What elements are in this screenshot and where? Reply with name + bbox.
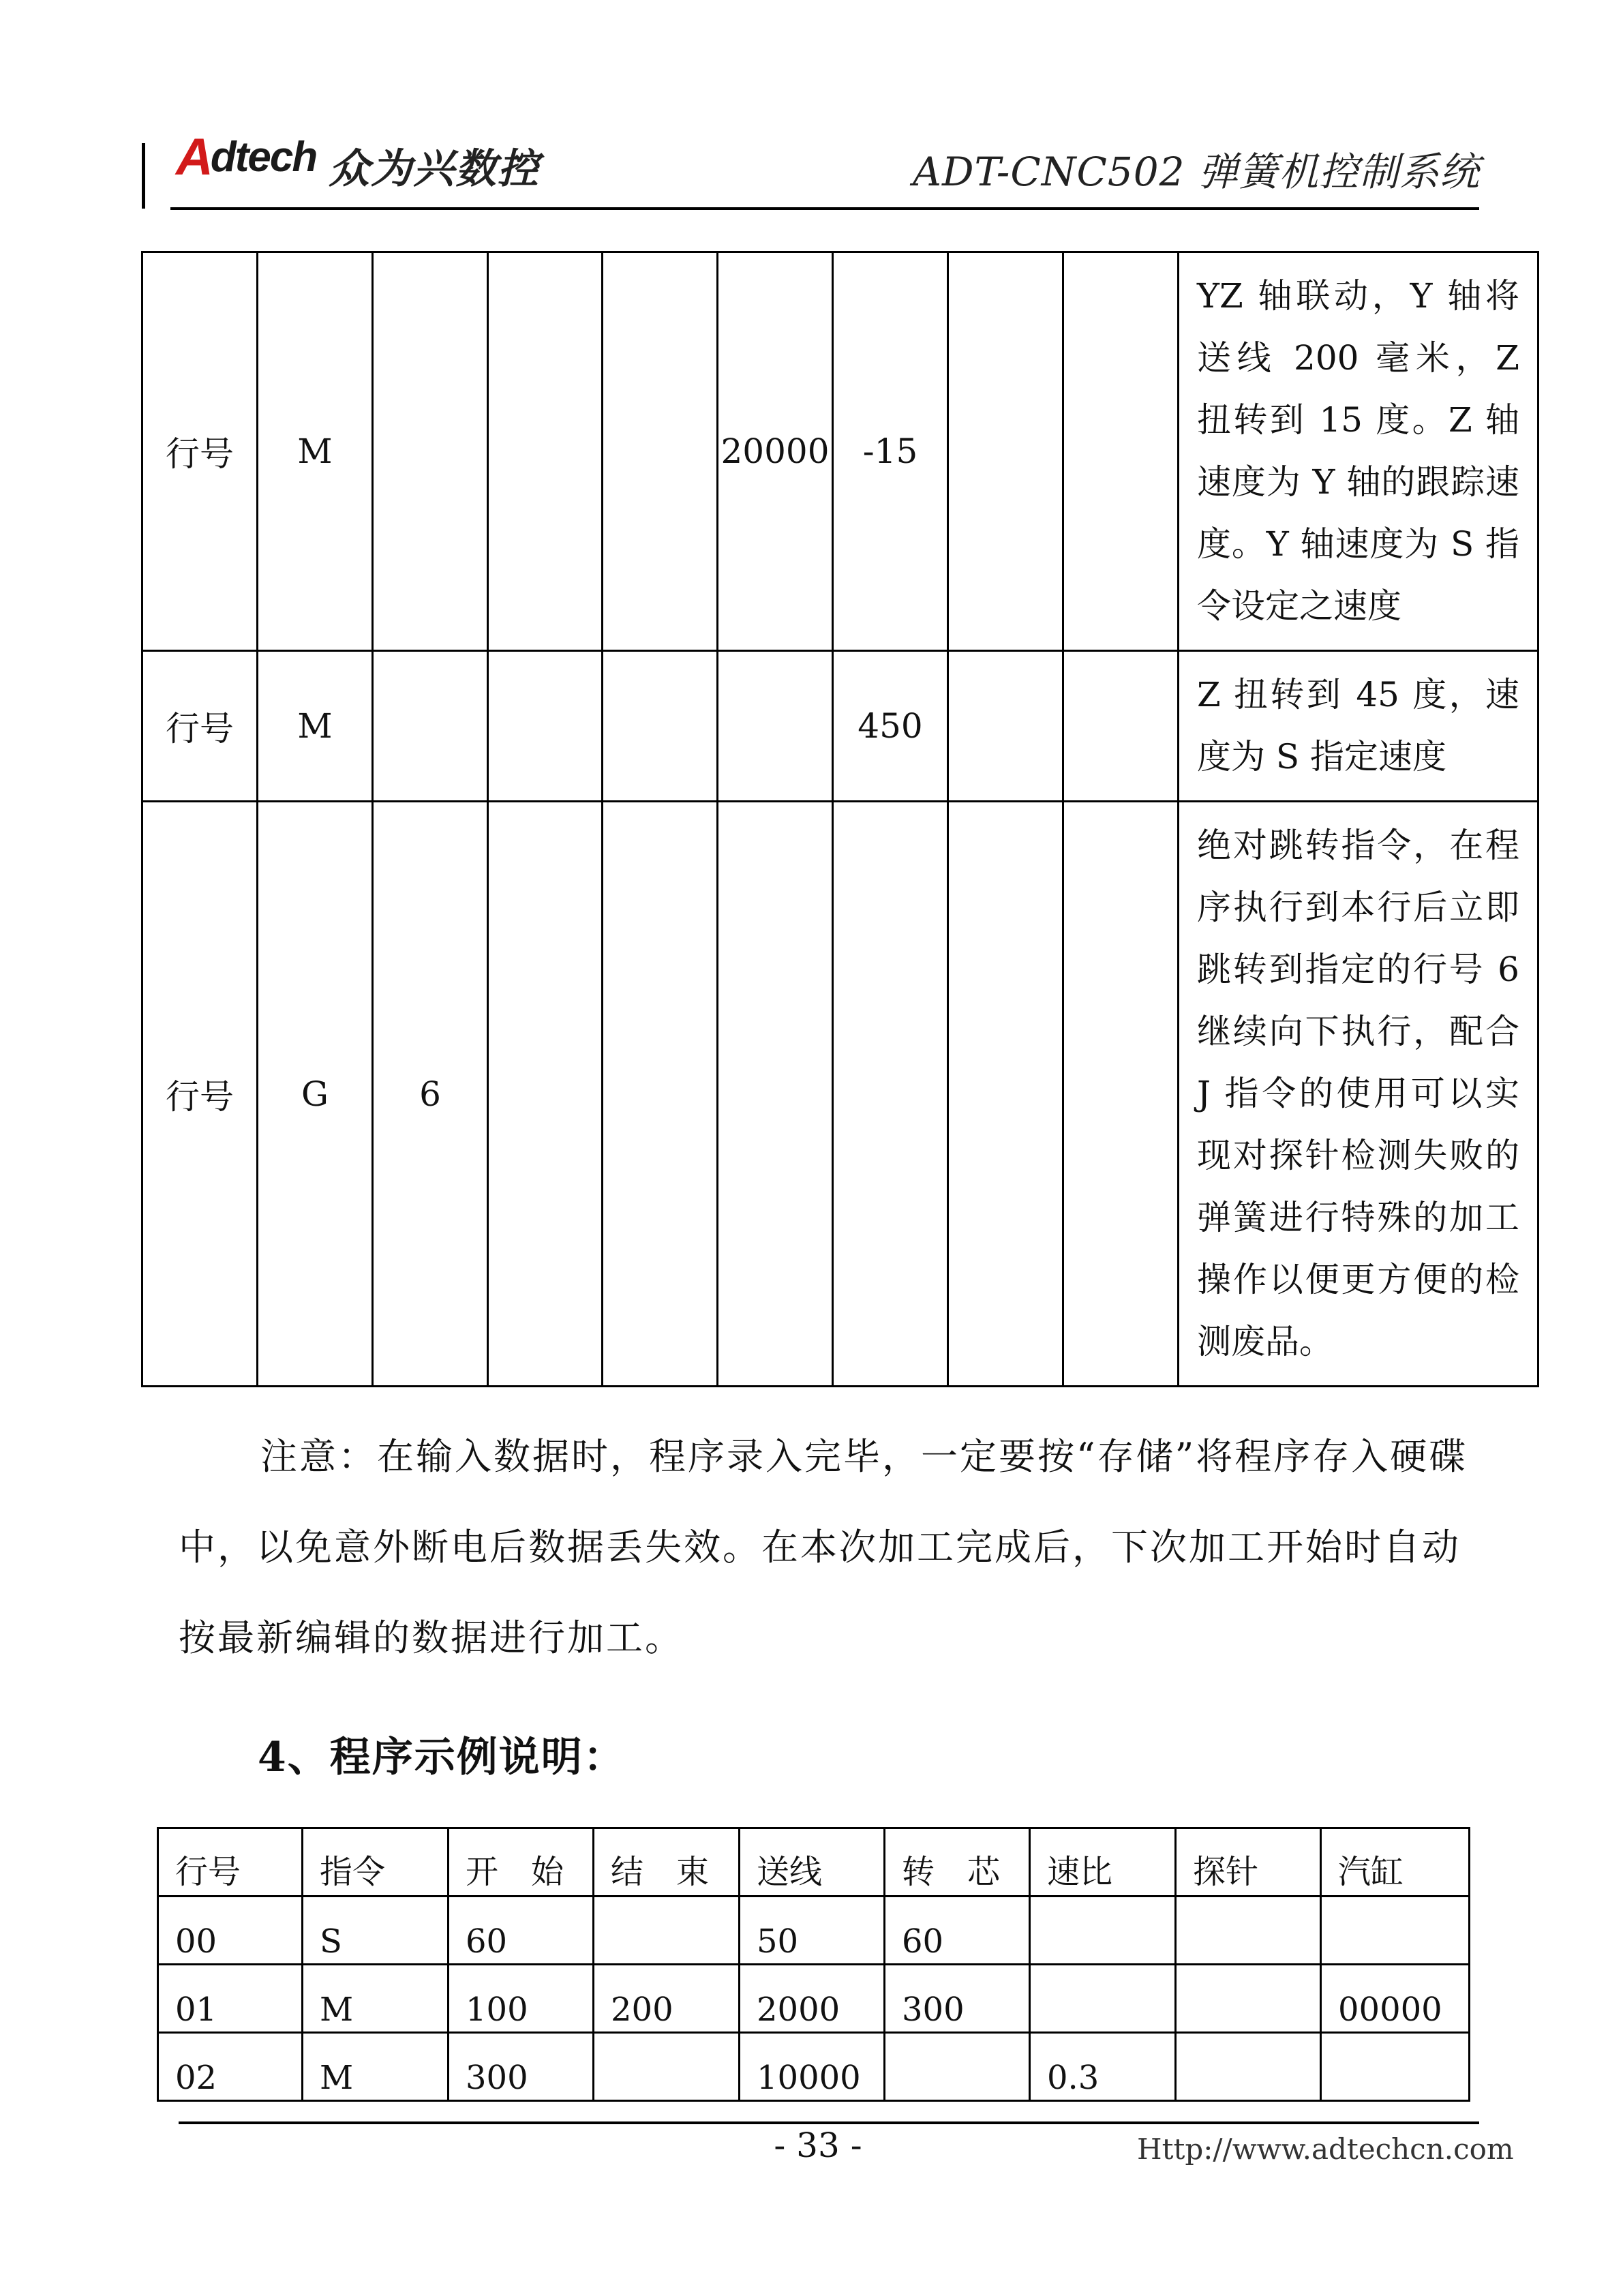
header-bar	[142, 143, 145, 209]
table-cell: 00	[158, 1897, 303, 1965]
table-cell	[1063, 802, 1179, 1387]
table-row	[158, 1897, 1470, 1965]
table-row	[158, 1965, 1470, 2033]
table-cell: M	[258, 651, 373, 802]
table-cell	[718, 651, 833, 802]
table-cell	[1176, 1897, 1321, 1965]
table-cell: M	[303, 1965, 449, 2033]
table-cell: 01	[158, 1965, 303, 2033]
table-cell	[603, 252, 718, 651]
table-cell	[488, 252, 603, 651]
table-cell	[594, 1897, 740, 1965]
table-cell	[833, 802, 948, 1387]
table-cell: 60	[885, 1897, 1030, 1965]
table-cell	[603, 802, 718, 1387]
table-row	[142, 802, 1538, 1387]
column-header: 汽缸	[1321, 1828, 1470, 1897]
table-cell: 行号	[142, 651, 258, 802]
table-cell	[1063, 651, 1179, 802]
table-cell: M	[303, 2033, 449, 2101]
column-header: 行号	[158, 1828, 303, 1897]
table-cell: 20000	[718, 252, 833, 651]
column-header: 指令	[303, 1828, 449, 1897]
table-cell	[1176, 2033, 1321, 2101]
note-paragraph: 注意：在输入数据时，程序录入完毕，一定要按“存储”将程序存入硬碟中，以免意外断电后数据丢失效。在本次加工完成后，下次加工开始时自动按最新编辑的数据进行加工。	[179, 1435, 1468, 1659]
table-cell: 0.3	[1030, 2033, 1176, 2101]
table-cell	[948, 651, 1063, 802]
table-cell: 50	[740, 1897, 885, 1965]
section-heading: 4、程序示例说明：	[258, 1734, 626, 1781]
description-cell: Z 扭转到 45 度，速度为 S 指定速度	[1179, 651, 1538, 802]
company-logo	[176, 127, 317, 186]
table-cell	[594, 2033, 740, 2101]
table-cell: G	[258, 802, 373, 1387]
table-cell	[718, 802, 833, 1387]
table-cell: M	[258, 252, 373, 651]
table-cell	[603, 651, 718, 802]
column-header: 开 始	[449, 1828, 594, 1897]
table-cell: 行号	[142, 802, 258, 1387]
website-url[interactable]: Http://www.adtechcn.com	[1137, 2132, 1514, 2166]
table-cell	[1030, 1897, 1176, 1965]
table-cell	[1321, 1897, 1470, 1965]
table-row	[142, 651, 1538, 802]
example-program-table	[157, 1827, 1470, 2102]
table-cell	[488, 802, 603, 1387]
column-header: 转 芯	[885, 1828, 1030, 1897]
table-row	[142, 252, 1538, 651]
table-cell	[488, 651, 603, 802]
table-cell: 6	[373, 802, 488, 1387]
table-cell	[373, 651, 488, 802]
table-row	[158, 2033, 1470, 2101]
table-cell: S	[303, 1897, 449, 1965]
document-title: ADT-CNC502 弹簧机控制系统	[913, 149, 1480, 195]
table-cell: 02	[158, 2033, 303, 2101]
table-header-row	[158, 1828, 1470, 1897]
table-cell: 300	[885, 1965, 1030, 2033]
table-cell: 00000	[1321, 1965, 1470, 2033]
description-cell: 绝对跳转指令，在程序执行到本行后立即跳转到指定的行号 6 继续向下执行，配合 J 指令的使用可以实现对探针检测失败的弹簧进行特殊的加工操作以便更方便的检测废品。	[1179, 802, 1538, 1387]
table-cell	[1063, 252, 1179, 651]
column-header: 送线	[740, 1828, 885, 1897]
logo-letter: A	[176, 127, 211, 186]
header-rule	[170, 207, 1479, 210]
table-cell: 2000	[740, 1965, 885, 2033]
column-header: 探针	[1176, 1828, 1321, 1897]
table-cell	[948, 252, 1063, 651]
table-cell	[1321, 2033, 1470, 2101]
table-cell: 100	[449, 1965, 594, 2033]
table-cell	[948, 802, 1063, 1387]
description-cell: YZ 轴联动，Y 轴将送线 200 毫米，Z 扭转到 15 度。Z 轴速度为 Y 轴的跟踪速度。Y 轴速度为 S 指令设定之速度	[1179, 252, 1538, 651]
instruction-table	[141, 251, 1539, 1387]
table-cell: -15	[833, 252, 948, 651]
table-cell	[373, 252, 488, 651]
table-cell: 450	[833, 651, 948, 802]
table-cell	[1030, 1965, 1176, 2033]
table-cell	[1176, 1965, 1321, 2033]
logo-text: dtech	[210, 133, 317, 181]
table-cell: 行号	[142, 252, 258, 651]
table-cell: 300	[449, 2033, 594, 2101]
footer-rule	[179, 2121, 1479, 2124]
page-number: - 33 -	[774, 2126, 862, 2165]
column-header: 速比	[1030, 1828, 1176, 1897]
column-header: 结 束	[594, 1828, 740, 1897]
table-cell: 200	[594, 1965, 740, 2033]
table-cell: 60	[449, 1897, 594, 1965]
table-cell: 10000	[740, 2033, 885, 2101]
table-cell	[885, 2033, 1030, 2101]
brand-name: 众为兴数控	[329, 145, 540, 193]
